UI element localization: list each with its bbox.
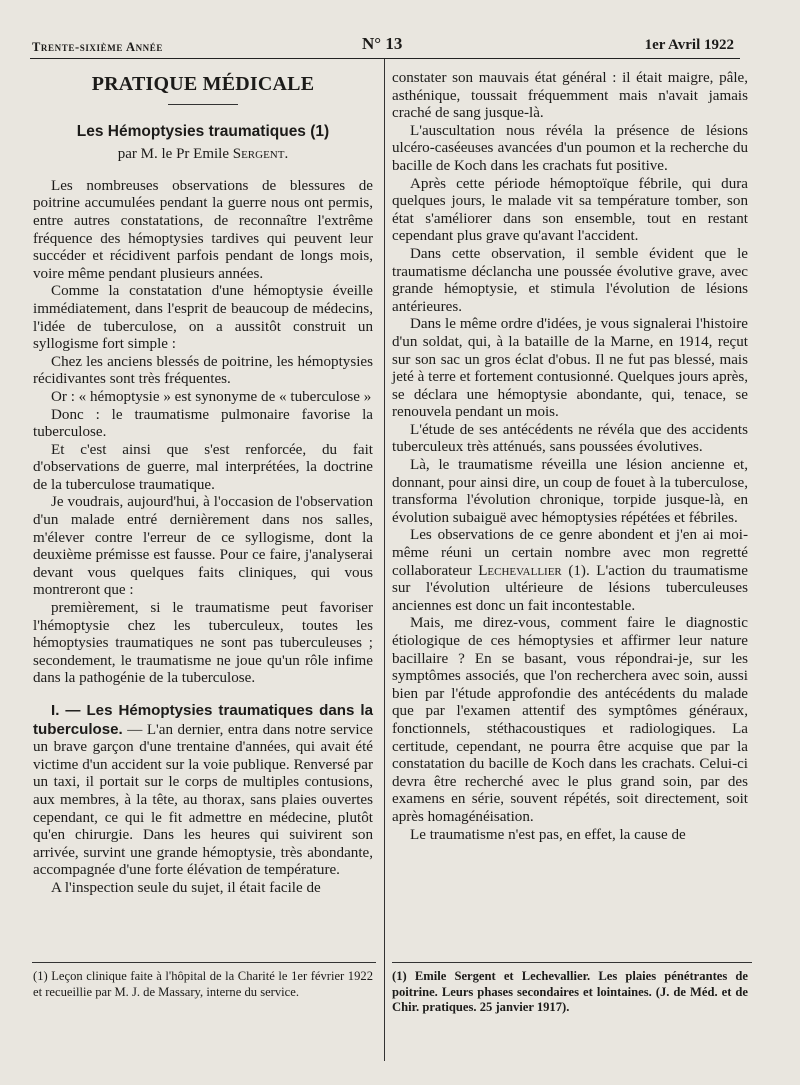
paragraph: Dans cette observation, il semble évident que le traumatisme déclancha une poussée évolutive grave, avec grande hémoptysie, et stimula l'évolution de lésions antérieures. bbox=[392, 245, 748, 315]
paragraph: Et c'est ainsi que s'est renforcée, du fait d'observations de guerre, mal interprétées, la doctrine de la tuberculose traumatique. bbox=[33, 441, 373, 493]
paragraph: Mais, me direz-vous, comment faire le diagnostic étiologique de ces hémoptysies et affirmer leur nature bacillaire ? En se basant, vous répondrai-je, sur les symptômes associés, que l'on recherchera avec soin, aussi bien par l'étude approfondie des antécédents du malade que par l'examen attentif des symptômes généraux, fonctionnels, stéthacoustiques et radiologiques. La certitude, cependant, ne pourra être acquise que par la constatation du bacille de Koch dans les crachats. Celui-ci devra être recherché avec le plus grand soin, par des examens en série, souvent répétés, soit directement, soit après homagénéisation. bbox=[392, 615, 748, 825]
collab-text: Les observations de ce genre abondent et j'en ai moi-même réuni un certain nombre avec mon regretté collaborateur bbox=[392, 527, 748, 579]
paragraph bbox=[392, 527, 748, 615]
paragraph: Les nombreuses observations de blessures de poitrine accumulées pendant la guerre nous ont permis, entre autres constatations, de reconnaître l'extrême fréquence des hémoptysies tardives qui peuvent leur succéder et récidivent parfois pendant de longs mois, voire même pendant plusieurs années. bbox=[33, 177, 373, 282]
byline bbox=[33, 146, 373, 164]
paragraph: constater son mauvais état général : il était maigre, pâle, asthénique, toussait fréquemment mais n'avait jamais craché de sang jusque-là. bbox=[392, 70, 748, 122]
paragraph: Là, le traumatisme réveilla une lésion ancienne et, donnant, pour ainsi dire, un coup de fouet à la tuberculose, transforma l'évolution chronique, torpide jusque-là, en évolution subaiguë avec hémoptysies répétées et fébriles. bbox=[392, 457, 748, 526]
paragraph: Donc : le traumatisme pulmonaire favorise la tuberculose. bbox=[33, 406, 373, 441]
paragraph: Après cette période hémoptoïque fébrile, qui dura quelques jours, le malade vit sa température tomber, son état s'améliorer dans son ensemble, tout en restant cependant plus grave qu'avant l'accident. bbox=[392, 175, 748, 245]
article-title: Les Hémoptysies traumatiques (1) bbox=[76, 122, 330, 140]
issue-number: N° 13 bbox=[362, 34, 403, 53]
section-title: PRATIQUE MÉDICALE bbox=[91, 73, 315, 95]
footnote-text: (1) Emile Sergent et Lechevallier. Les plaies pénétrantes de poitrine. Leurs phases secondaires et lointaines. (J. de Méd. et de Chir. pratiques. 25 janvier 1917). bbox=[392, 969, 748, 1015]
footnote-rule-left bbox=[32, 962, 376, 963]
paragraph: premièrement, si le traumatisme peut favoriser l'hémoptysie chez les tuberculeux, toutes les hémoptysies traumatiques ne sont pas tuberculeuses ; secondement, le traumatisme ne joue qu'un rôle infime dans la pathogénie de la tuberculose. bbox=[33, 600, 373, 687]
paragraph: Je voudrais, aujourd'hui, à l'occasion de l'observation d'un malade entré dernièrement dans nos salles, m'élever contre l'erreur de ce syllogisme, dont la deuxième prémisse est fausse. Pour ce faire, j'analyserai devant vous quelques faits cliniques, qui vous montreront que : bbox=[33, 494, 373, 599]
collaborator-name: Lechevallier bbox=[478, 562, 562, 579]
collab-text: (1). L'action du traumatisme sur l'évolution ultérieure de lésions tuberculeuses anciennes est donc un fait incontestable. bbox=[392, 562, 748, 614]
title-rule bbox=[168, 104, 238, 105]
paragraph: L'étude de ses antécédents ne révéla que des accidents tuberculeux très atténués, sans poussées évolutives. bbox=[392, 421, 748, 456]
paragraph: Chez les anciens blessés de poitrine, les hémoptysies récidivantes sont très fréquentes. bbox=[33, 353, 373, 388]
section-text: — L'an dernier, entra dans notre service un brave garçon d'une trentaine d'années, qui avait été victime d'un accident sur la voie publique. Renversé par un taxi, il portait sur le corps de multiples contusions, aux membres, à la tête, au thorax, sans plaies ouvertes cependant, ce qui le fit admettre en médecine, plutôt qu'en chirurgie. Dans les heures qui suivirent son arrivée, survint une grande hémoptysie, très abondante, accompagnée d'une forte élévation de température. bbox=[33, 721, 373, 879]
issue-date: 1er Avril 1922 bbox=[644, 37, 734, 53]
author-name: Sergent. bbox=[232, 146, 289, 163]
footnote-right bbox=[392, 969, 748, 1016]
paragraph: Or : « hémoptysie » est synonyme de « tuberculose » bbox=[51, 388, 372, 405]
section-heading: I. — Les Hémoptysies traumatiques dans la tuberculose. bbox=[33, 702, 373, 738]
paragraph: Comme la constatation d'une hémoptysie éveille immédiatement, dans l'esprit de beaucoup de médecins, l'idée de tuberculose, on a aussitôt construit un syllogisme fort simple : bbox=[33, 283, 373, 353]
paragraph: Le traumatisme n'est pas, en effet, la cause de bbox=[410, 826, 686, 843]
left-column bbox=[33, 72, 373, 898]
page-header bbox=[32, 34, 734, 58]
column-divider bbox=[384, 59, 385, 1061]
header-rule bbox=[30, 58, 740, 59]
footnote-rule-right bbox=[392, 962, 752, 963]
paragraph: A l'inspection seule du sujet, il était facile de bbox=[51, 879, 321, 896]
footnote-text: (1) Leçon clinique faite à l'hôpital de la Charité le 1er février 1922 et recueillie par M. J. de Massary, interne du service. bbox=[33, 969, 373, 999]
paragraph: Dans le même ordre d'idées, je vous signalerai l'histoire d'un soldat, qui, à la bataille de la Marne, en 1914, reçut sur son sac un gros éclat d'obus. Il ne fut pas blessé, mais jeté à terre et fortement contusionné. Quelques jours après, se déclara une hémoptysie abondante, qui, tenace, se renouvela pendant un mois. bbox=[392, 316, 748, 421]
byline-prefix: par M. le Pr Emile bbox=[117, 146, 233, 163]
section-paragraph bbox=[33, 702, 373, 880]
footnote-left bbox=[33, 969, 373, 1000]
volume-year: Trente-sixième Année bbox=[32, 40, 163, 54]
right-column bbox=[392, 70, 748, 844]
paragraph: L'auscultation nous révéla la présence de lésions ulcéro-caséeuses avancées d'un poumon et la recherche du bacille de Koch dans les crachats fut positive. bbox=[392, 122, 748, 174]
